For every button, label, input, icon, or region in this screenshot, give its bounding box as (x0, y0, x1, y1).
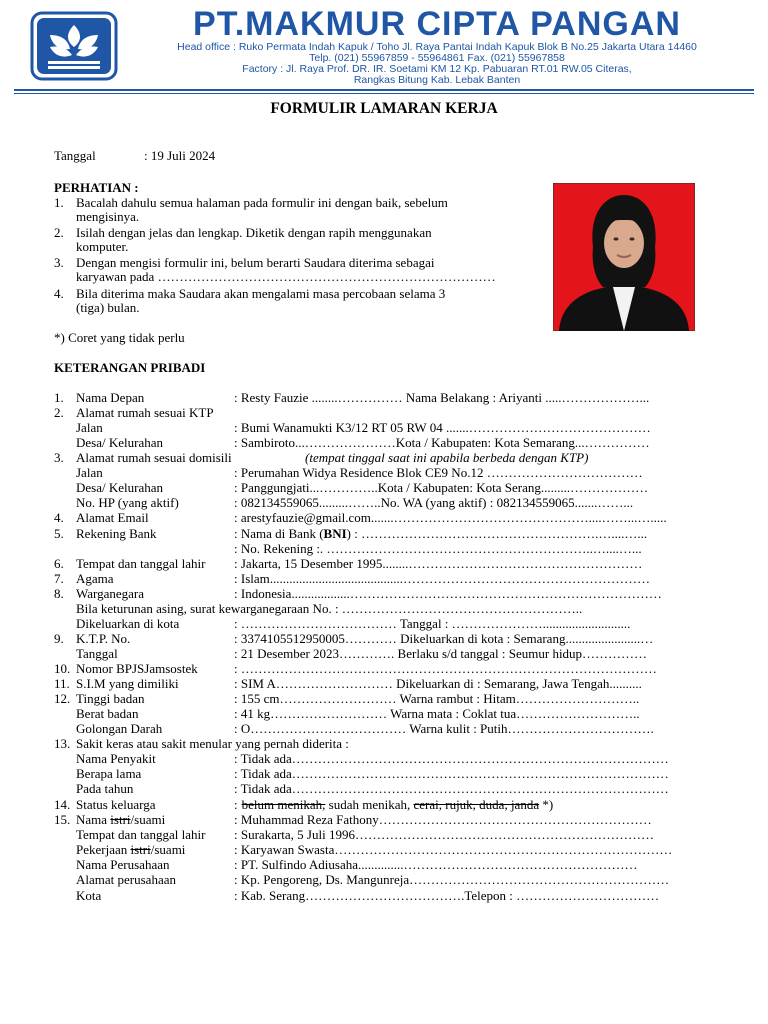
row-number: 6. (54, 556, 64, 571)
row-value: : SIM A……………………… Dikeluarkan di : Semarang, Jawa Tengah.......... (234, 676, 642, 691)
row-label: Nama Penyakit (76, 751, 156, 766)
perhatian-num: 3. (54, 255, 64, 270)
row-label: Tinggi badan (76, 691, 145, 706)
perhatian-num: 4. (54, 286, 64, 301)
row-value: : Sambiroto...…………………Kota / Kabupaten: Kota Semarang...…………… (234, 435, 650, 450)
row-label: Nomor BPJSJamsostek (76, 661, 198, 676)
pekerjaan-suami-label-part: /suami (150, 842, 186, 857)
row-label: Rekening Bank (76, 526, 157, 541)
row-value: : Bumi Wanamukti K3/12 RT 05 RW 04 .......…………………………………… (234, 420, 651, 435)
row-label: Sakit keras atau sakit menular yang pernah diderita : (76, 736, 349, 751)
row-label: Kota (76, 888, 102, 903)
perhatian-line: Isilah dengan jelas dan lengkap. Diketik dengan rapih menggunakan (76, 225, 432, 240)
row-value: : Resty Fauzie ........…………… Nama Belakang : Ariyanti .....………………... (234, 390, 650, 405)
row-label: Bila keturunan asing, surat kewarganegaraan No. : ……………………………………………….. (76, 601, 583, 616)
row-value: : Jakarta, 15 Desember 1995........……………………………………………… (234, 556, 643, 571)
row-number: 5. (54, 526, 64, 541)
row-value: : ……………………………… Tanggal : …………………........................... (234, 616, 631, 631)
status-option: : (234, 797, 238, 812)
factory-address: Factory : Jl. Raya Prof. DR. IR. Soetami KM 12 Kp. Pabuaran RT.01 RW.05 Citeras, (242, 63, 632, 75)
row-label: Tempat dan tanggal lahir (76, 827, 206, 842)
row-value: : Islam.........................................………………………………………………… (234, 571, 650, 586)
row-number: 4. (54, 510, 64, 525)
status-option: sudah menikah, (325, 797, 414, 812)
row-value: : 3374105512950005………… Dikeluarkan di kota : Semarang.......................… (234, 631, 654, 646)
nama-suami-label-part: istri (110, 812, 131, 827)
nama-suami-label-part: /suami (130, 812, 166, 827)
row-label: Alamat rumah sesuai domisili (76, 450, 232, 465)
factory-address-2: Rangkas Bitung Kab. Lebak Banten (353, 74, 521, 86)
nama-suami-label-part: Nama (76, 812, 111, 827)
header-rule-thick (14, 89, 754, 91)
status-option: cerai, rujuk, duda, janda (413, 797, 540, 812)
row-value: : Perumahan Widya Residence Blok CE9 No.12 ……………………………… (234, 465, 643, 480)
perhatian-line: mengisinya. (76, 209, 140, 224)
row-label: K.T.P. No. (76, 631, 131, 646)
row-number: 15. (54, 812, 71, 827)
pekerjaan-suami-label-part: Pekerjaan (76, 842, 131, 857)
row-number: 8. (54, 586, 64, 601)
row-value: : Surakarta, 5 Juli 1996…………………………………………………………… (234, 827, 654, 842)
row-label: Alamat perusahaan (76, 872, 176, 887)
header-rule-thin (14, 93, 754, 94)
row-label: Jalan (76, 465, 103, 480)
row-label-note: (tempat tinggal saat ini apabila berbeda dengan KTP) (305, 450, 589, 465)
row-number: 14. (54, 797, 71, 812)
row-value: : Tidak ada…………………………………………………………………………… (234, 766, 669, 781)
row-number: 10. (54, 661, 71, 676)
nama-suami-label (76, 812, 165, 827)
row-label: Desa/ Kelurahan (76, 480, 163, 495)
row-label: Alamat rumah sesuai KTP (76, 405, 214, 420)
row-number: 3. (54, 450, 64, 465)
perhatian-line: Bila diterima maka Saudara akan mengalami masa percobaan selama 3 (76, 286, 446, 301)
status-keluarga-value (234, 797, 553, 812)
row-value: : 082134559065.........……..No. WA (yang aktif) : 082134559065.......……... (234, 495, 634, 510)
row-value: : …………………………………………………………………………………… (234, 661, 657, 676)
row-label: Pada tahun (76, 781, 134, 796)
company-logo (30, 11, 118, 81)
row-label: Status keluarga (76, 797, 156, 812)
row-label: Tanggal (76, 646, 118, 661)
row-label: S.I.M yang dimiliki (76, 676, 179, 691)
row-value: : 41 kg……………………… Warna mata : Coklat tua……………………….. (234, 706, 640, 721)
tanggal-value: : 19 Juli 2024 (144, 148, 216, 163)
row-label: Nama Depan (76, 390, 145, 405)
row-label: Warganegara (76, 586, 145, 601)
phone-fax: Telp. (021) 55967859 - 55964861 Fax. (021) 55967858 (309, 52, 565, 64)
row-value: : PT. Sulfindo Adiusaha..............……………………………………………… (234, 857, 638, 872)
head-office-address: Head office : Ruko Permata Indah Kapuk / Toho Jl. Raya Pantai Indah Kapuk Blok B No.25 Jakarta Utara 14460 (177, 41, 697, 53)
row-number: 9. (54, 631, 64, 646)
form-title: FORMULIR LAMARAN KERJA (270, 100, 498, 117)
row-value: : Tidak ada…………………………………………………………………………… (234, 781, 669, 796)
row-label: Jalan (76, 420, 103, 435)
row-value: : Panggungjati...…………..Kota / Kabupaten: Kota Serang.........……………… (234, 480, 649, 495)
row-value: : arestyfauzie@gmail.com.......………………………………………....……...…..... (234, 510, 667, 525)
row-value: : Nama di Bank (BNI) : ……………………………………………….…....…... (234, 526, 648, 541)
row-number: 7. (54, 571, 64, 586)
row-label: Dikeluarkan di kota (76, 616, 180, 631)
coret-note: *) Coret yang tidak perlu (54, 330, 185, 345)
row-number: 11. (54, 676, 70, 691)
row-value: : 21 Desember 2023…………. Berlaku s/d tanggal : Seumur hidup…………… (234, 646, 648, 661)
row-label: Agama (76, 571, 114, 586)
perhatian-line: komputer. (76, 239, 129, 254)
perhatian-num: 2. (54, 225, 64, 240)
row-label: Berat badan (76, 706, 139, 721)
row-value: : Kab. Serang……………………………….Telepon : …………………………… (234, 888, 660, 903)
row-value: : Karyawan Swasta…………………………………………………………………… (234, 842, 673, 857)
perhatian-line: karyawan pada …………………………………………………………………… (76, 269, 496, 284)
perhatian-line: Bacalah dahulu semua halaman pada formulir ini dengan baik, sebelum (76, 195, 448, 210)
row-value: : Muhammad Reza Fathony……………………………………………………… (234, 812, 652, 827)
row-number: 1. (54, 390, 64, 405)
company-name: PT.MAKMUR CIPTA PANGAN (193, 5, 681, 43)
row-value: : Indonesia..................……………………………………………………………… (234, 586, 662, 601)
perhatian-num: 1. (54, 195, 64, 210)
status-option: *) (539, 797, 554, 812)
row-label: Golongan Darah (76, 721, 163, 736)
row-number: 12. (54, 691, 71, 706)
bank-name: BNI (323, 526, 347, 541)
row-value: : No. Rekening :. ……………………………………………………..…....…... (234, 541, 642, 556)
row-number: 13. (54, 736, 71, 751)
row-label: Berapa lama (76, 766, 142, 781)
row-label: Alamat Email (76, 510, 149, 525)
row-number: 2. (54, 405, 64, 420)
row-label: Desa/ Kelurahan (76, 435, 163, 450)
status-option: belum menikah, (241, 797, 326, 812)
pekerjaan-suami-label (76, 842, 185, 857)
row-value: : Tidak ada…………………………………………………………………………… (234, 751, 669, 766)
row-value: : 155 cm……………………… Warna rambut : Hitam……………………….. (234, 691, 640, 706)
row-label: Tempat dan tanggal lahir (76, 556, 206, 571)
perhatian-line: Dengan mengisi formulir ini, belum berarti Saudara diterima sebagai (76, 255, 435, 270)
row-label: No. HP (yang aktif) (76, 495, 179, 510)
row-value: : Kp. Pengoreng, Ds. Mangunreja…………………………………………………… (234, 872, 670, 887)
perhatian-heading: PERHATIAN : (54, 180, 139, 195)
row-value: : O……………………………… Warna kulit : Putih……………………………. (234, 721, 654, 736)
tanggal-label: Tanggal (54, 148, 96, 163)
perhatian-line: (tiga) bulan. (76, 300, 140, 315)
section-title: KETERANGAN PRIBADI (54, 360, 206, 375)
applicant-photo (553, 183, 695, 331)
pekerjaan-suami-label-part: istri (130, 842, 151, 857)
row-label: Nama Perusahaan (76, 857, 170, 872)
